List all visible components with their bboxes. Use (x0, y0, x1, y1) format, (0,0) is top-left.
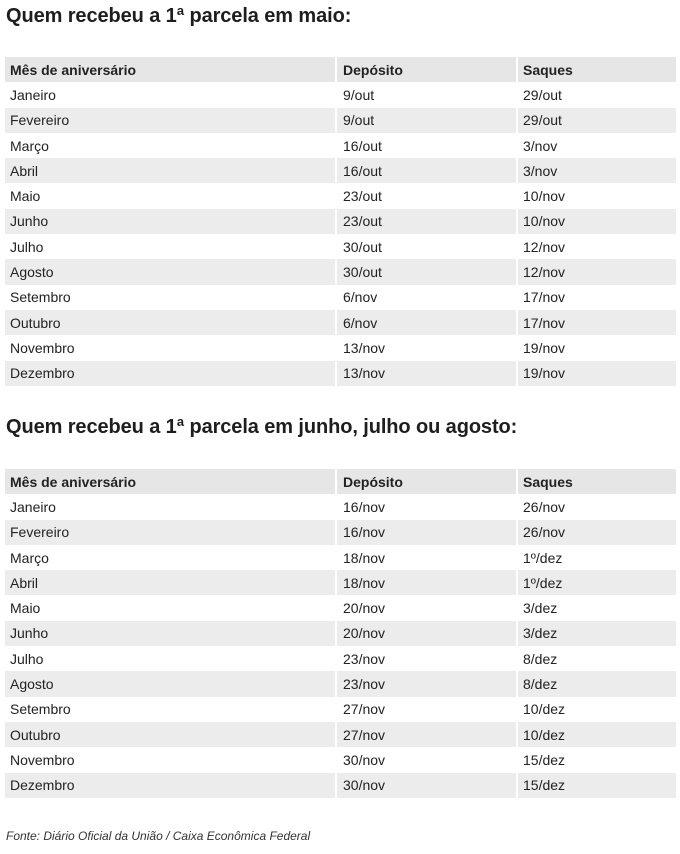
cell-deposit: 9/out (335, 82, 516, 107)
cell-withdrawal: 26/nov (516, 494, 676, 519)
cell-month: Janeiro (10, 86, 56, 103)
table-row (5, 335, 676, 360)
cell-deposit: 13/nov (335, 361, 516, 386)
table-row (5, 183, 676, 208)
cell-month: Julho (10, 238, 44, 255)
cell-month: Novembro (10, 751, 75, 768)
cell-deposit: 13/nov (335, 335, 516, 360)
cell-month: Maio (10, 600, 41, 617)
table-row (5, 697, 676, 722)
cell-withdrawal: 19/nov (516, 335, 676, 360)
cell-deposit: 9/out (335, 108, 516, 133)
cell-month: Agosto (10, 676, 54, 693)
column-header-withdrawal: Saques (516, 57, 676, 82)
table-row (5, 259, 676, 284)
cell-withdrawal: 3/dez (516, 621, 676, 646)
cell-deposit: 6/nov (335, 285, 516, 310)
table-header-row (5, 57, 676, 82)
table-row (5, 646, 676, 671)
cell-month: Outubro (10, 726, 61, 743)
table-row (5, 595, 676, 620)
cell-withdrawal: 3/nov (516, 158, 676, 183)
cell-month: Junho (10, 625, 49, 642)
cell-withdrawal: 8/dez (516, 646, 676, 671)
cell-withdrawal: 17/nov (516, 285, 676, 310)
table-row (5, 520, 676, 545)
cell-month: Dezembro (10, 777, 75, 794)
cell-withdrawal: 12/nov (516, 234, 676, 259)
cell-deposit: 27/nov (335, 722, 516, 747)
table-row (5, 158, 676, 183)
cell-deposit: 23/nov (335, 646, 516, 671)
table-row (5, 361, 676, 386)
cell-month: Fevereiro (10, 112, 70, 129)
cell-deposit: 23/nov (335, 671, 516, 696)
column-header-deposit: Depósito (335, 57, 516, 82)
table-junho-julho-agosto (5, 469, 676, 798)
table-row (5, 722, 676, 747)
table-row (5, 108, 676, 133)
table-row (5, 494, 676, 519)
cell-month: Setembro (10, 701, 71, 718)
cell-month: Agosto (10, 264, 54, 281)
table-maio (5, 57, 676, 386)
column-header-deposit: Depósito (335, 469, 516, 494)
cell-deposit: 30/nov (335, 747, 516, 772)
cell-month: Maio (10, 188, 41, 205)
cell-month: Novembro (10, 339, 75, 356)
cell-deposit: 30/out (335, 259, 516, 284)
cell-withdrawal: 8/dez (516, 671, 676, 696)
cell-month: Abril (10, 574, 39, 591)
cell-deposit: 16/out (335, 158, 516, 183)
table-row (5, 209, 676, 234)
cell-deposit: 20/nov (335, 621, 516, 646)
cell-month: Junho (10, 213, 49, 230)
cell-month: Março (10, 137, 49, 154)
cell-withdrawal: 19/nov (516, 361, 676, 386)
cell-withdrawal: 1º/dez (516, 570, 676, 595)
column-header-withdrawal: Saques (516, 469, 676, 494)
cell-deposit: 16/out (335, 133, 516, 158)
cell-deposit: 16/nov (335, 520, 516, 545)
section-title-maio: Quem recebeu a 1ª parcela em maio: (6, 5, 352, 27)
cell-month: Abril (10, 162, 39, 179)
cell-deposit: 16/nov (335, 494, 516, 519)
table-row (5, 285, 676, 310)
cell-withdrawal: 29/out (516, 82, 676, 107)
source-footnote: Fonte: Diário Oficial da União / Caixa Econômica Federal (6, 829, 311, 843)
column-header-month: Mês de aniversário (10, 61, 137, 78)
table-row (5, 545, 676, 570)
cell-withdrawal: 10/dez (516, 722, 676, 747)
cell-withdrawal: 15/dez (516, 747, 676, 772)
cell-withdrawal: 12/nov (516, 259, 676, 284)
cell-month: Março (10, 549, 49, 566)
cell-deposit: 30/nov (335, 773, 516, 798)
cell-deposit: 23/out (335, 183, 516, 208)
section-title-junho-julho-agosto: Quem recebeu a 1ª parcela em junho, julho ou agosto: (6, 416, 518, 438)
table-row (5, 82, 676, 107)
cell-withdrawal: 1º/dez (516, 545, 676, 570)
cell-withdrawal: 3/dez (516, 595, 676, 620)
cell-deposit: 18/nov (335, 570, 516, 595)
cell-deposit: 20/nov (335, 595, 516, 620)
cell-deposit: 6/nov (335, 310, 516, 335)
column-header-month: Mês de aniversário (10, 473, 137, 490)
cell-month: Setembro (10, 289, 71, 306)
cell-deposit: 23/out (335, 209, 516, 234)
cell-deposit: 30/out (335, 234, 516, 259)
table-header-row (5, 469, 676, 494)
cell-withdrawal: 26/nov (516, 520, 676, 545)
cell-deposit: 27/nov (335, 697, 516, 722)
table-row (5, 773, 676, 798)
cell-withdrawal: 17/nov (516, 310, 676, 335)
cell-month: Dezembro (10, 365, 75, 382)
cell-month: Fevereiro (10, 524, 70, 541)
cell-month: Julho (10, 650, 44, 667)
cell-withdrawal: 10/nov (516, 209, 676, 234)
cell-deposit: 18/nov (335, 545, 516, 570)
cell-withdrawal: 29/out (516, 108, 676, 133)
table-row (5, 671, 676, 696)
table-row (5, 747, 676, 772)
cell-month: Janeiro (10, 498, 56, 515)
table-row (5, 310, 676, 335)
cell-month: Outubro (10, 314, 61, 331)
table-row (5, 234, 676, 259)
table-row (5, 570, 676, 595)
table-row (5, 133, 676, 158)
cell-withdrawal: 10/dez (516, 697, 676, 722)
cell-withdrawal: 3/nov (516, 133, 676, 158)
cell-withdrawal: 10/nov (516, 183, 676, 208)
table-row (5, 621, 676, 646)
cell-withdrawal: 15/dez (516, 773, 676, 798)
